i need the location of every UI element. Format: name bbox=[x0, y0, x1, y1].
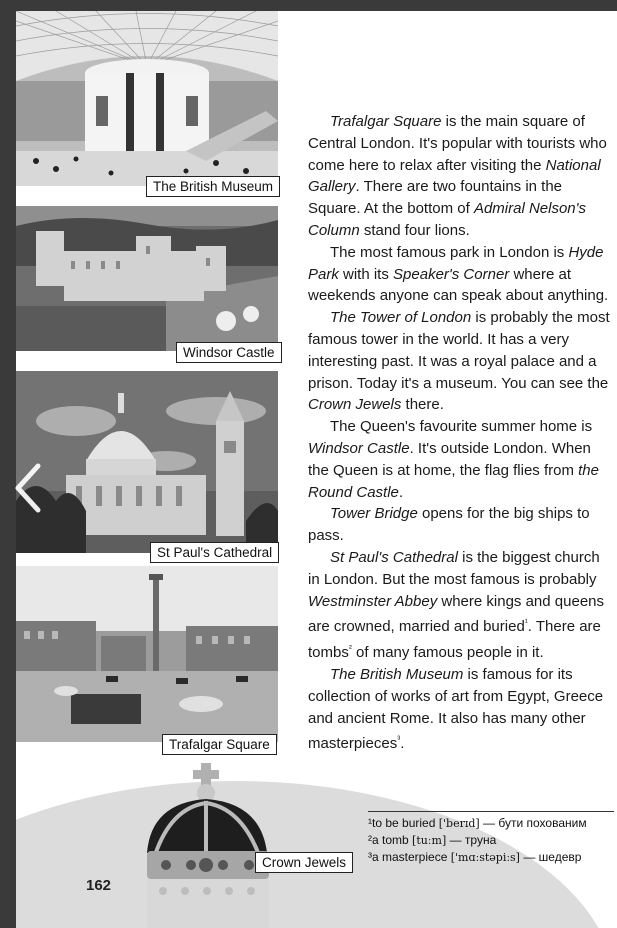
text-span: stand four lions. bbox=[359, 221, 470, 239]
text-span: with its bbox=[338, 265, 394, 283]
term-st-pauls: St Paul's Cathedral bbox=[330, 548, 458, 566]
term-crown-jewels: Crown Jewels bbox=[308, 396, 402, 414]
caption-british-museum: The British Museum bbox=[146, 176, 280, 197]
text-span: there. bbox=[401, 396, 444, 414]
text-span: opens for the big ships to pass. bbox=[308, 505, 590, 545]
term-national-gallery: National Gallery bbox=[308, 156, 601, 196]
paragraph-trafalgar bbox=[308, 111, 614, 242]
caption-crown-jewels: Crown Jewels bbox=[255, 852, 353, 873]
page-number: 162 bbox=[86, 877, 112, 894]
text-span: of many famous people in it. bbox=[351, 644, 544, 662]
crown-jewels-image bbox=[141, 763, 276, 928]
chevron-left-icon[interactable] bbox=[10, 462, 46, 514]
footnote-ref-3: ³ bbox=[397, 734, 401, 745]
footnote-num: ¹ bbox=[368, 816, 372, 830]
caption-st-pauls: St Paul's Cathedral bbox=[150, 542, 279, 563]
footnote-divider bbox=[368, 811, 614, 812]
windsor-castle-photo bbox=[16, 206, 278, 351]
footnote-ipa: [tuːm] bbox=[412, 834, 447, 847]
textbook-page bbox=[16, 11, 617, 928]
paragraph-british-museum bbox=[308, 664, 614, 755]
footnote-term: to be buried bbox=[372, 816, 439, 830]
text-span: . There are tombs bbox=[308, 618, 601, 662]
text-span: where at weekends anyone can speak about anything. bbox=[308, 265, 609, 305]
paragraph-hyde-park bbox=[308, 242, 614, 307]
footnote-translation: — труна bbox=[446, 833, 497, 847]
term-speakers-corner: Speaker's Corner bbox=[393, 265, 510, 283]
caption-trafalgar: Trafalgar Square bbox=[162, 734, 277, 755]
text-span: is the main square of Central London. It's popular with tourists who come here to relax after visiting the bbox=[308, 113, 607, 174]
british-museum-photo bbox=[16, 11, 278, 186]
text-span: . bbox=[400, 735, 405, 753]
footnote-3 bbox=[368, 849, 617, 866]
text-span: The Queen's favourite summer home is bbox=[330, 418, 593, 436]
term-round-castle: the Round Castle bbox=[308, 461, 599, 501]
footnote-translation: — шедевр bbox=[519, 850, 582, 864]
paragraph-tower bbox=[308, 307, 614, 416]
footnote-term: a tomb bbox=[372, 833, 413, 847]
footnote-translation: — бути похованим bbox=[479, 816, 587, 830]
term-british-museum: The British Museum bbox=[330, 665, 464, 683]
caption-windsor-castle: Windsor Castle bbox=[176, 342, 282, 363]
footnote-ipa: ['mɑːstəpiːs] bbox=[450, 851, 520, 864]
text-span: . There are two fountains in the Square. At the bottom of bbox=[308, 178, 563, 218]
footnote-1 bbox=[368, 815, 617, 832]
term-westminster-abbey: Westminster Abbey bbox=[308, 592, 438, 610]
text-span: is the biggest church in London. But the most famous is probably bbox=[308, 548, 600, 588]
text-span: where kings and queens are crowned, married and buried bbox=[308, 592, 604, 636]
term-trafalgar-square: Trafalgar Square bbox=[330, 113, 442, 130]
text-span: is famous for its collection of works of art from Egypt, Greece and ancient Rome. It also has many other masterpieces bbox=[308, 665, 604, 753]
paragraph-tower-bridge bbox=[308, 503, 614, 547]
main-text bbox=[308, 111, 614, 755]
st-pauls-cathedral-photo bbox=[16, 371, 278, 553]
term-tower-of-london: The Tower of London bbox=[330, 309, 472, 327]
text-span: The most famous park in London is bbox=[330, 243, 569, 261]
term-windsor-castle: Windsor Castle bbox=[308, 439, 410, 457]
footnote-num: ² bbox=[368, 833, 372, 847]
term-hyde-park: Hyde Park bbox=[308, 243, 604, 283]
term-nelsons-column: Admiral Nelson's Column bbox=[308, 200, 587, 239]
footnote-term: a masterpiece bbox=[372, 850, 451, 864]
footnote-ipa: ['berɪd] bbox=[438, 817, 480, 830]
text-span: . bbox=[398, 483, 404, 501]
footnote-ref-2: ² bbox=[348, 643, 352, 654]
paragraph-st-pauls bbox=[308, 547, 614, 664]
text-span: . It's outside London. When the Queen is at home, the flag flies from bbox=[308, 439, 591, 479]
viewer-top-bar bbox=[0, 0, 617, 11]
footnote-2 bbox=[368, 832, 617, 849]
footnotes bbox=[368, 815, 617, 866]
text-span: is probably the most famous tower in the world. It has a very interesting past. It was a royal palace and a prison. Today it's a museum. You can see the bbox=[308, 309, 610, 392]
footnote-num: ³ bbox=[368, 850, 372, 864]
footnote-ref-1: ¹ bbox=[524, 617, 528, 628]
trafalgar-square-photo bbox=[16, 566, 278, 742]
term-tower-bridge: Tower Bridge bbox=[330, 505, 418, 523]
paragraph-windsor bbox=[308, 416, 614, 503]
